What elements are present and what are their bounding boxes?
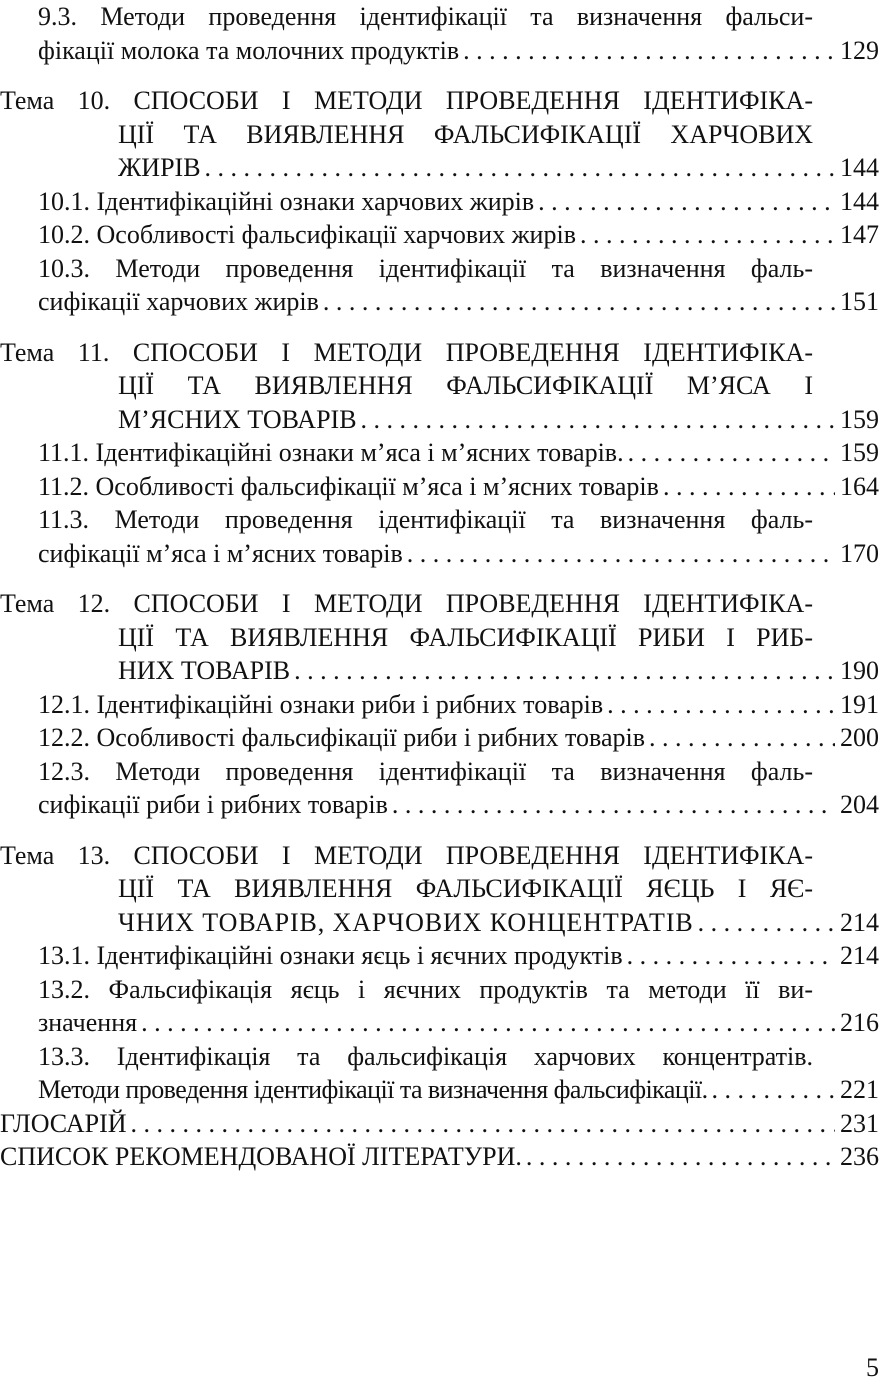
toc-entry-title: 11.1. Ідентифікаційні ознаки м’яса і м’ясних товарів. xyxy=(38,438,624,467)
toc-entry-leader-line xyxy=(38,218,879,252)
toc-entry-line: ЦІЇ ТА ВИЯВЛЕННЯ ФАЛЬСИФІКАЦІЇ РИБИ І РИБ- xyxy=(118,622,813,652)
toc-entry-12-2 xyxy=(0,721,879,755)
toc-entry-title: значення xyxy=(38,1008,138,1037)
toc-entry-10-1 xyxy=(0,185,879,219)
toc-entry-glossary xyxy=(0,1107,879,1141)
toc-entry-11-3 xyxy=(0,503,879,570)
toc-entry-title: ЖИРІВ xyxy=(118,153,201,182)
toc-entry-12-3 xyxy=(0,755,879,822)
toc-entry-11-2 xyxy=(0,470,879,504)
toc-entry-leader-line xyxy=(0,1140,879,1174)
toc-entry-9-3 xyxy=(0,0,879,67)
toc-entry-line: ЦІЇ ТА ВИЯВЛЕННЯ ФАЛЬСИФІКАЦІЇ М’ЯСА І xyxy=(118,371,813,400)
toc-page-number: 164 xyxy=(840,471,879,501)
toc-entry-title: М’ЯСНИХ ТОВАРІВ xyxy=(118,404,357,434)
dot-leader xyxy=(576,218,835,252)
toc-entry-leader-line xyxy=(38,470,879,504)
toc-entry-leader-line xyxy=(38,436,879,470)
toc-entry-title: фікації молока та молочних продуктів xyxy=(38,35,460,65)
toc-entry-13-3 xyxy=(0,1040,879,1107)
page-number: 5 xyxy=(866,1353,879,1382)
dot-leader xyxy=(403,537,835,571)
dot-leader xyxy=(459,34,835,68)
toc-entry-line: 10.3. Методи проведення ідентифікації та визначення фаль- xyxy=(38,253,813,283)
toc-page-number: 159 xyxy=(840,438,879,467)
toc-page-number: 151 xyxy=(840,287,879,316)
toc-entry-title: сифікації харчових жирів xyxy=(38,287,319,316)
toc-entry-topic-11 xyxy=(0,336,879,437)
toc-entry-title: ЧНИХ ТОВАРІВ, ХАРЧОВИХ КОНЦЕНТРАТІВ xyxy=(118,907,694,937)
toc-entry-line: Тема 13. СПОСОБИ І МЕТОДИ ПРОВЕДЕННЯ ІДЕНТИФІКА- xyxy=(0,840,813,870)
toc-entry-title: 10.1. Ідентифікаційні ознаки харчових жирів xyxy=(38,186,535,216)
toc-page-number: 191 xyxy=(840,689,879,719)
toc-page-number: 214 xyxy=(840,941,879,970)
toc-entry-leader-line xyxy=(118,906,879,940)
toc-page-number: 231 xyxy=(840,1108,879,1138)
toc-page-number: 159 xyxy=(840,404,879,434)
toc-entry-line: 11.3. Методи проведення ідентифікації та визначення фаль- xyxy=(38,505,813,534)
toc-entry-leader-line xyxy=(38,1006,879,1040)
dot-leader xyxy=(659,470,835,504)
toc-entry-line: ЦІЇ ТА ВИЯВЛЕННЯ ФАЛЬСИФІКАЦІЇ ЯЄЦЬ І ЯЄ- xyxy=(118,874,813,903)
toc-entry-leader-line xyxy=(38,1073,879,1107)
dot-leader xyxy=(137,1006,835,1040)
toc-entry-title: 10.2. Особливості фальсифікації харчових жирів xyxy=(38,220,576,249)
toc-page-number: 236 xyxy=(840,1142,879,1171)
dot-leader xyxy=(127,1107,835,1141)
toc-page-number: 204 xyxy=(840,790,879,819)
toc-page-number: 144 xyxy=(840,186,879,216)
dot-leader xyxy=(290,654,835,688)
dot-leader xyxy=(357,403,835,437)
toc-entry-leader-line xyxy=(0,1107,879,1141)
toc-entry-leader-line xyxy=(38,34,879,68)
dot-leader xyxy=(522,1140,835,1174)
toc-entry-leader-line xyxy=(38,939,879,973)
toc-entry-line: 12.3. Методи проведення ідентифікації та визначення фаль- xyxy=(38,756,813,786)
toc-page-number: 221 xyxy=(840,1075,879,1104)
dot-leader xyxy=(388,788,835,822)
toc-entry-topic-10 xyxy=(0,84,879,185)
toc-page-number: 144 xyxy=(840,153,879,182)
dot-leader xyxy=(694,906,835,940)
toc-entry-leader-line xyxy=(38,537,879,571)
toc-entry-line: Тема 12. СПОСОБИ І МЕТОДИ ПРОВЕДЕННЯ ІДЕНТИФІКА- xyxy=(0,589,813,618)
toc-entry-title: НИХ ТОВАРІВ xyxy=(118,656,291,685)
toc-entry-line: 13.3. Ідентифікація та фальсифікація харчових концентратів. xyxy=(38,1041,813,1071)
toc-page-number: 216 xyxy=(840,1008,879,1037)
toc-entry-line: 9.3. Методи проведення ідентифікації та визначення фальси- xyxy=(38,2,813,31)
toc-entry-title: 12.2. Особливості фальсифікації риби і рибних товарів xyxy=(38,723,646,752)
toc-entry-leader-line xyxy=(38,721,879,755)
toc-entry-title: 13.1. Ідентифікаційні ознаки яєць і яєчних продуктів xyxy=(38,941,623,970)
toc-page-number: 147 xyxy=(840,220,879,249)
toc-entry-line: ЦІЇ ТА ВИЯВЛЕННЯ ФАЛЬСИФІКАЦІЇ ХАРЧОВИХ xyxy=(118,119,813,149)
toc-entry-leader-line xyxy=(38,688,879,722)
dot-leader xyxy=(623,939,835,973)
dot-leader xyxy=(319,285,835,319)
dot-leader xyxy=(201,151,835,185)
toc-entry-topic-12 xyxy=(0,587,879,688)
dot-leader xyxy=(534,185,835,219)
dot-leader xyxy=(645,721,835,755)
toc-page-number: 214 xyxy=(840,907,879,937)
toc-entry-title: СПИСОК РЕКОМЕНДОВАНОЇ ЛІТЕРАТУРИ. xyxy=(0,1142,522,1171)
toc-entry-leader-line xyxy=(118,403,879,437)
toc-entry-10-2 xyxy=(0,218,879,252)
toc-entry-topic-13 xyxy=(0,839,879,940)
toc-page-number: 129 xyxy=(840,35,879,65)
toc-page-number: 200 xyxy=(840,723,879,752)
toc-entry-13-2 xyxy=(0,973,879,1040)
toc-entry-title: сифікації риби і рибних товарів xyxy=(38,790,388,819)
toc-entry-title: сифікації м’яса і м’ясних товарів xyxy=(38,538,403,568)
toc-entry-11-1 xyxy=(0,436,879,470)
toc-entry-leader-line xyxy=(38,185,879,219)
toc-entry-leader-line xyxy=(118,654,879,688)
toc-entry-title: 12.1. Ідентифікаційні ознаки риби і рибних товарів xyxy=(38,689,604,719)
toc-entry-12-1 xyxy=(0,688,879,722)
toc-entry-10-3 xyxy=(0,252,879,319)
toc-page-number: 190 xyxy=(840,656,879,685)
dot-leader xyxy=(603,688,835,722)
dot-leader xyxy=(708,1073,835,1107)
toc-entry-leader-line xyxy=(38,788,879,822)
dot-leader xyxy=(624,436,835,470)
toc-entry-title: 11.2. Особливості фальсифікації м’яса і м’ясних товарів xyxy=(38,471,659,501)
toc-entry-leader-line xyxy=(118,151,879,185)
toc-entry-title: Методи проведення ідентифікації та визначення фальсифікації. xyxy=(38,1075,708,1104)
toc-entry-line: 13.2. Фальсифікація яєць і яєчних продуктів та методи її ви- xyxy=(38,974,813,1004)
toc-entry-leader-line xyxy=(38,285,879,319)
toc-entry-title: ГЛОСАРІЙ xyxy=(0,1108,127,1138)
toc-entry-line: Тема 11. СПОСОБИ І МЕТОДИ ПРОВЕДЕННЯ ІДЕНТИФІКА- xyxy=(0,337,813,367)
toc-entry-references xyxy=(0,1140,879,1174)
toc-page-number: 170 xyxy=(840,538,879,568)
toc-entry-13-1 xyxy=(0,939,879,973)
toc-entry-line: Тема 10. СПОСОБИ І МЕТОДИ ПРОВЕДЕННЯ ІДЕНТИФІКА- xyxy=(0,86,813,115)
